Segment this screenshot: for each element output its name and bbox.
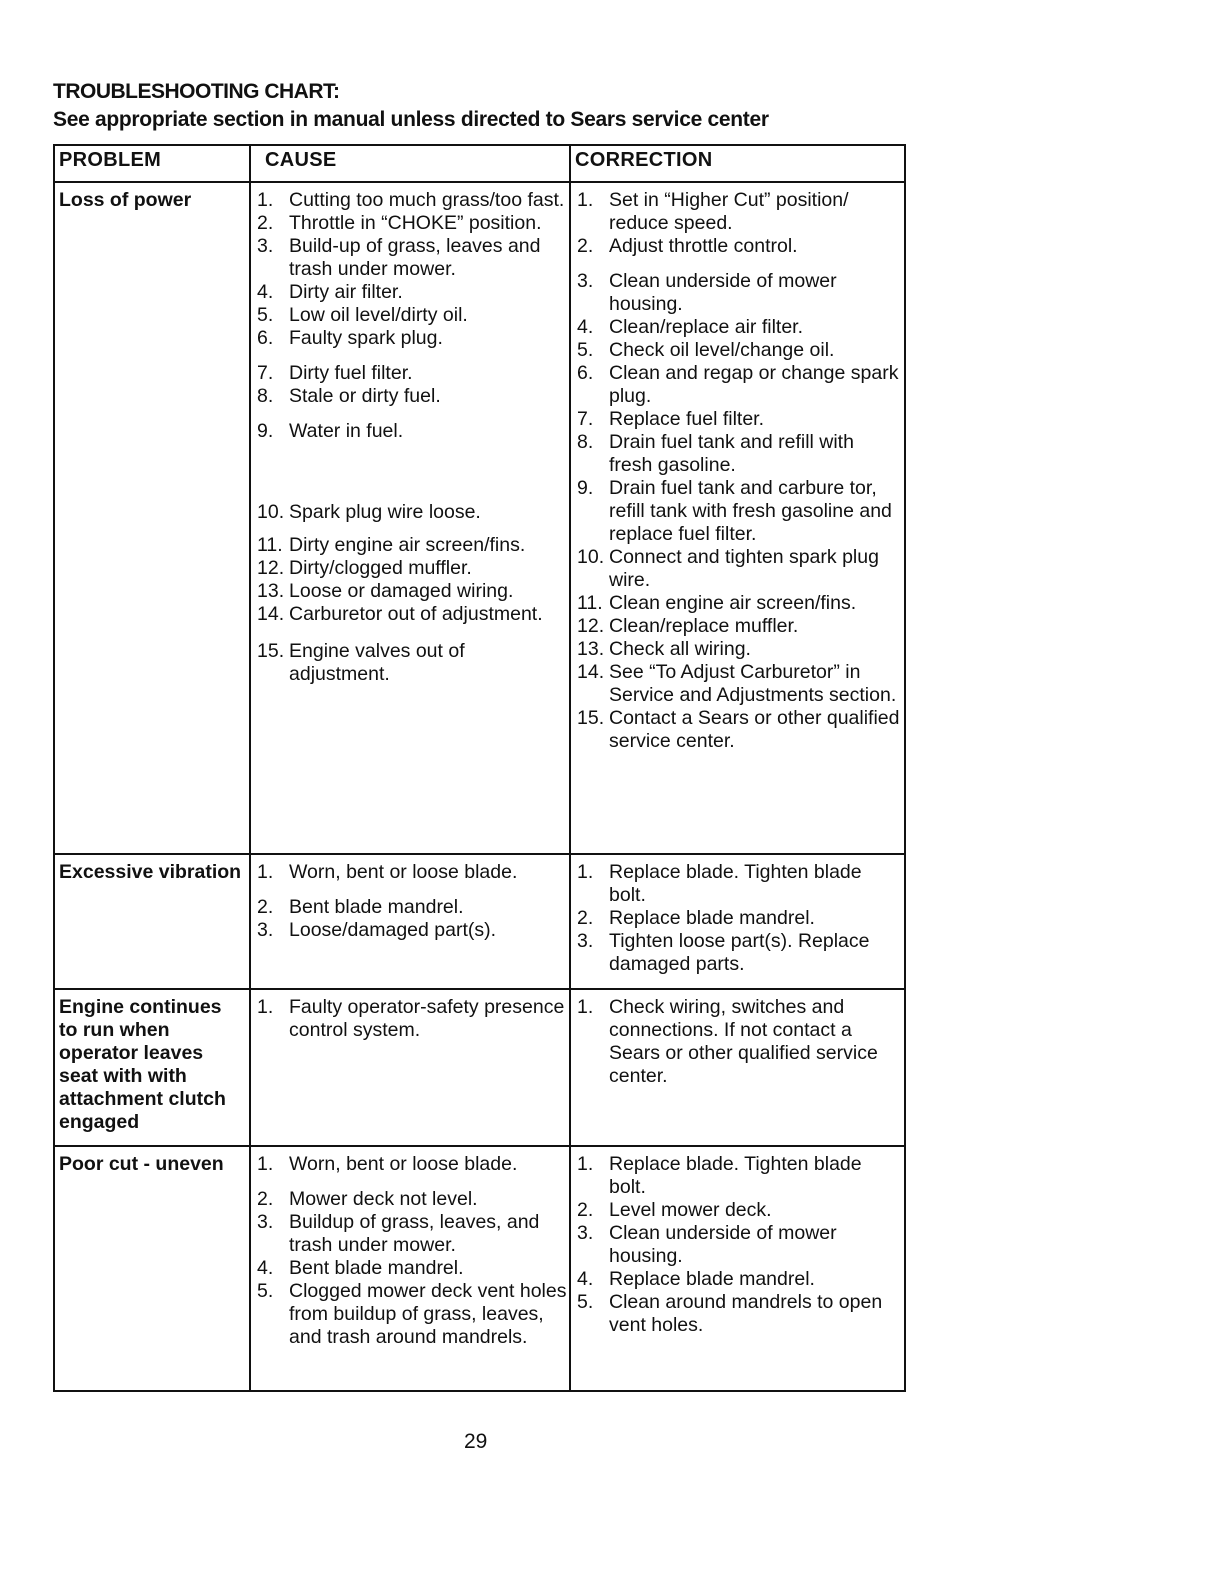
cause-number: 7. (257, 362, 274, 384)
cause-item (257, 919, 567, 942)
column-header-problem: PROBLEM (54, 145, 250, 182)
cause-item (257, 1188, 567, 1211)
correction-number: 3. (577, 270, 594, 292)
cause-text: Worn, bent or loose blade. (289, 1153, 518, 1175)
correction-text: Check oil level/change oil. (609, 339, 835, 361)
correction-number: 7. (577, 408, 594, 430)
correction-text: Drain fuel tank and refill with fresh gasoline. (609, 431, 854, 476)
correction-number: 12. (577, 615, 605, 637)
cause-number: 4. (257, 281, 274, 303)
cause-item (257, 385, 567, 408)
cause-text: Engine valves out of adjustment. (289, 640, 465, 685)
cause-number: 3. (257, 1211, 274, 1233)
cause-item (257, 1211, 567, 1257)
correction-text: See “To Adjust Carburetor” in Service and Adjustments section. (609, 661, 897, 706)
cause-item (257, 1280, 567, 1349)
cause-item (257, 304, 567, 327)
correction-cell (570, 182, 905, 854)
table-body (54, 182, 905, 1391)
correction-number: 2. (577, 907, 594, 929)
problem-cell: Poor cut - uneven (54, 1146, 250, 1391)
correction-number: 9. (577, 477, 594, 499)
correction-item (577, 1153, 902, 1199)
correction-number: 1. (577, 996, 594, 1018)
correction-number: 2. (577, 235, 594, 257)
problem-cell: Excessive vibration (54, 854, 250, 989)
cause-number: 8. (257, 385, 274, 407)
cause-number: 12. (257, 557, 285, 579)
correction-item (577, 1291, 902, 1337)
correction-text: Clean and regap or change spark plug. (609, 362, 899, 407)
correction-item (577, 477, 902, 546)
cause-item (257, 896, 567, 919)
correction-number: 1. (577, 189, 594, 211)
correction-text: Replace blade mandrel. (609, 1268, 815, 1290)
cause-item (257, 1257, 567, 1280)
problem-cell: Loss of power (54, 182, 250, 854)
cause-number: 6. (257, 327, 274, 349)
correction-text: Level mower deck. (609, 1199, 772, 1221)
cause-number: 3. (257, 235, 274, 257)
cause-text: Faulty operator-safety presence control system. (289, 996, 565, 1041)
correction-text: Clean/replace muffler. (609, 615, 799, 637)
table-header-row (54, 145, 905, 182)
correction-text: Tighten loose part(s). Replace damaged parts. (609, 930, 870, 975)
correction-number: 6. (577, 362, 594, 384)
cause-number: 15. (257, 640, 285, 662)
correction-number: 4. (577, 1268, 594, 1290)
correction-text: Replace fuel filter. (609, 408, 765, 430)
cause-item (257, 235, 567, 281)
cause-text: Mower deck not level. (289, 1188, 478, 1210)
cause-item (257, 996, 567, 1042)
correction-item (577, 270, 902, 316)
correction-text: Clean underside of mower housing. (609, 270, 837, 315)
correction-cell (570, 854, 905, 989)
correction-item (577, 189, 902, 235)
cause-item (257, 861, 567, 884)
cause-cell (250, 854, 570, 989)
correction-number: 2. (577, 1199, 594, 1221)
column-header-cause: CAUSE (250, 145, 570, 182)
cause-item (257, 603, 567, 626)
troubleshooting-table (53, 144, 906, 1392)
correction-item (577, 235, 902, 258)
correction-item (577, 638, 902, 661)
cause-item (257, 1153, 567, 1176)
correction-text: Connect and tighten spark plug wire. (609, 546, 879, 591)
cause-number: 4. (257, 1257, 274, 1279)
column-header-correction: CORRECTION (570, 145, 905, 182)
cause-text: Dirty air filter. (289, 281, 403, 303)
cause-number: 1. (257, 996, 274, 1018)
correction-text: Clean/replace air filter. (609, 316, 804, 338)
cause-item (257, 420, 567, 443)
correction-number: 15. (577, 707, 605, 729)
cause-text: Dirty fuel filter. (289, 362, 413, 384)
cause-text: Buildup of grass, leaves, and trash under mower. (289, 1211, 540, 1256)
cause-text: Dirty engine air screen/fins. (289, 534, 526, 556)
cause-item (257, 212, 567, 235)
correction-cell (570, 1146, 905, 1391)
correction-text: Clean around mandrels to open vent holes. (609, 1291, 883, 1336)
problem-cell: Engine continues to run when operator leaves seat with with attachment clutch engaged (54, 989, 250, 1146)
cause-number: 2. (257, 1188, 274, 1210)
correction-item (577, 1199, 902, 1222)
correction-number: 13. (577, 638, 605, 660)
correction-item (577, 1268, 902, 1291)
cause-cell (250, 989, 570, 1146)
cause-text: Build-up of grass, leaves and trash under mower. (289, 235, 541, 280)
correction-number: 1. (577, 1153, 594, 1175)
cause-text: Loose/damaged part(s). (289, 919, 497, 941)
correction-number: 3. (577, 930, 594, 952)
cause-number: 5. (257, 1280, 274, 1302)
correction-number: 5. (577, 339, 594, 361)
correction-item (577, 339, 902, 362)
cause-text: Dirty/clogged muffler. (289, 557, 472, 579)
correction-item (577, 907, 902, 930)
cause-text: Loose or damaged wiring. (289, 580, 514, 602)
cause-item (257, 362, 567, 385)
correction-text: Check wiring, switches and connections. If not contact a Sears or other qualified service center. (609, 996, 878, 1087)
page-number: 29 (464, 1430, 488, 1453)
correction-item (577, 546, 902, 592)
chart-subtitle: See appropriate section in manual unless directed to Sears service center (53, 108, 769, 131)
correction-item (577, 362, 902, 408)
correction-item (577, 996, 902, 1088)
cause-text: Cutting too much grass/too fast. (289, 189, 565, 211)
correction-text: Check all wiring. (609, 638, 751, 660)
correction-number: 11. (577, 592, 603, 614)
correction-number: 4. (577, 316, 594, 338)
cause-item (257, 501, 567, 524)
table-row (54, 182, 905, 854)
correction-item (577, 1222, 902, 1268)
cause-text: Worn, bent or loose blade. (289, 861, 518, 883)
cause-cell (250, 1146, 570, 1391)
correction-number: 10. (577, 546, 605, 568)
correction-number: 14. (577, 661, 605, 683)
cause-number: 9. (257, 420, 274, 442)
cause-item (257, 534, 567, 557)
cause-number: 11. (257, 534, 283, 556)
cause-text: Stale or dirty fuel. (289, 385, 441, 407)
correction-item (577, 615, 902, 638)
cause-number: 1. (257, 1153, 274, 1175)
chart-title: TROUBLESHOOTING CHART: (53, 80, 340, 103)
table-row (54, 989, 905, 1146)
correction-item (577, 661, 902, 707)
correction-text: Contact a Sears or other qualified service center. (609, 707, 900, 752)
cause-number: 1. (257, 189, 274, 211)
cause-number: 5. (257, 304, 274, 326)
cause-item (257, 580, 567, 603)
cause-number: 2. (257, 212, 274, 234)
correction-text: Replace blade mandrel. (609, 907, 815, 929)
correction-item (577, 861, 902, 907)
cause-text: Bent blade mandrel. (289, 1257, 464, 1279)
cause-cell (250, 182, 570, 854)
cause-number: 1. (257, 861, 274, 883)
cause-text: Low oil level/dirty oil. (289, 304, 468, 326)
correction-number: 5. (577, 1291, 594, 1313)
table-row (54, 1146, 905, 1391)
cause-item (257, 189, 567, 212)
table-row (54, 854, 905, 989)
cause-text: Carburetor out of adjustment. (289, 603, 543, 625)
correction-number: 1. (577, 861, 594, 883)
cause-number: 13. (257, 580, 285, 602)
cause-item (257, 327, 567, 350)
cause-text: Faulty spark plug. (289, 327, 443, 349)
cause-number: 14. (257, 603, 285, 625)
correction-number: 3. (577, 1222, 594, 1244)
cause-text: Throttle in “CHOKE” position. (289, 212, 542, 234)
cause-text: Clogged mower deck vent holes from buildup of grass, leaves, and trash around mandrels. (289, 1280, 567, 1348)
cause-text: Bent blade mandrel. (289, 896, 464, 918)
correction-text: Replace blade. Tighten blade bolt. (609, 861, 862, 906)
correction-text: Clean underside of mower housing. (609, 1222, 837, 1267)
cause-item (257, 281, 567, 304)
correction-item (577, 431, 902, 477)
correction-text: Set in “Higher Cut” position/ reduce speed. (609, 189, 849, 234)
cause-item (257, 640, 567, 686)
correction-text: Adjust throttle control. (609, 235, 798, 257)
correction-item (577, 930, 902, 976)
cause-text: Spark plug wire loose. (289, 501, 481, 523)
correction-item (577, 707, 902, 753)
correction-number: 8. (577, 431, 594, 453)
correction-item (577, 592, 902, 615)
correction-text: Replace blade. Tighten blade bolt. (609, 1153, 862, 1198)
cause-number: 3. (257, 919, 274, 941)
correction-text: Drain fuel tank and carbure tor, refill tank with fresh gasoline and replace fuel filter. (609, 477, 892, 545)
cause-number: 2. (257, 896, 274, 918)
cause-item (257, 557, 567, 580)
correction-item (577, 316, 902, 339)
cause-number: 10. (257, 501, 285, 523)
cause-text: Water in fuel. (289, 420, 404, 442)
correction-cell (570, 989, 905, 1146)
correction-item (577, 408, 902, 431)
correction-text: Clean engine air screen/fins. (609, 592, 857, 614)
